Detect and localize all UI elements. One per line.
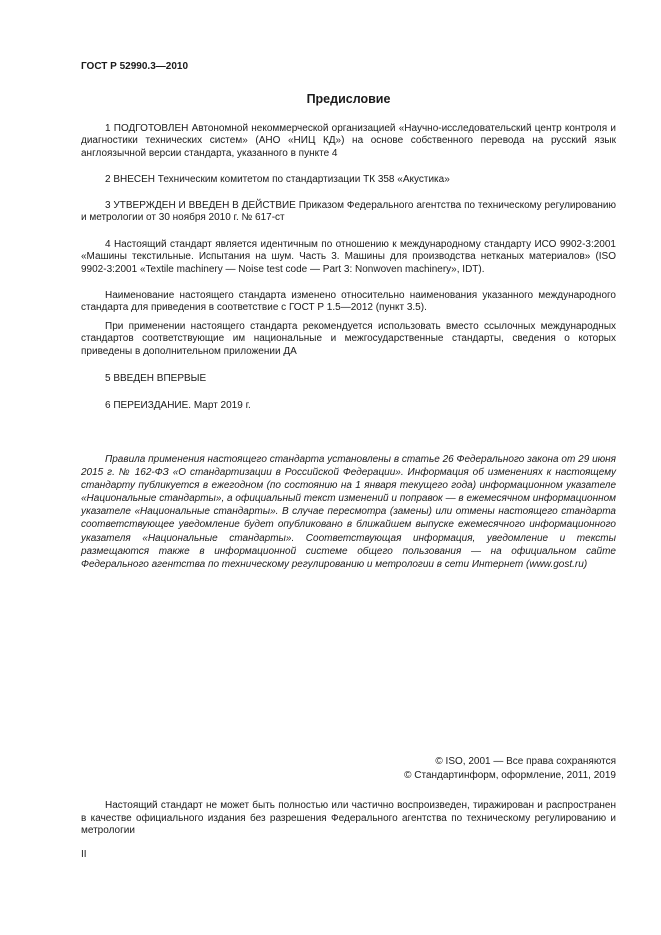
paragraph-first-introduced: 5 ВВЕДЕН ВПЕРВЫЕ [105, 373, 207, 384]
document-code: ГОСТ Р 52990.3—2010 [81, 61, 189, 72]
paragraph-prepared: 1 ПОДГОТОВЛЕН Автономной некоммерческой организацией «Научно-исследовательский центр контроля и диагностики технических систем» (АНО «НИЦ КД») на основе собственного перевода на русский язык англоязычной версии стандарта, указанного в пункте 4 [81, 123, 616, 159]
paragraph-approved: 3 УТВЕРЖДЕН И ВВЕДЕН В ДЕЙСТВИЕ Приказом Федерального агентства по техническому регулированию и метрологии от 30 ноября 2010 г. № 617-ст [81, 200, 616, 224]
paragraph-introduced: 2 ВНЕСЕН Техническим комитетом по стандартизации ТК 358 «Акустика» [105, 174, 450, 185]
paragraph-name-change: Наименование настоящего стандарта изменено относительно наименования указанного международного стандарта для приведения в соответствие с ГОСТ Р 1.5—2012 (пункт 3.5). [81, 290, 616, 314]
copyright-standartinform: © Стандартинформ, оформление, 2011, 2019 [404, 770, 616, 781]
reproduction-notice: Настоящий стандарт не может быть полностью или частично воспроизведен, тиражирован и распространен в качестве официального издания без разрешения Федерального агентства по техническому регулированию и метрологии [81, 800, 616, 837]
paragraph-identity: 4 Настоящий стандарт является идентичным по отношению к международному стандарту ИСО 9902-3:2001 «Машины текстильные. Испытания на шум. Часть 3. Машины для производства нетканых материалов» (ISO 9902-3:2001 «Textile machinery — Noise test code — Part 3: Nonwoven machinery», IDT). [81, 239, 616, 275]
page-number: II [81, 849, 87, 860]
copyright-block [404, 755, 616, 783]
paragraph-references: При применении настоящего стандарта рекомендуется использовать вместо ссылочных международных стандартов соответствующие им национальные и межгосударственные стандарты, сведения о которых приведены в дополнительном приложении ДА [81, 321, 616, 357]
section-title: Предисловие [306, 92, 391, 106]
copyright-iso: © ISO, 2001 — Все права сохраняются [435, 756, 616, 767]
paragraph-reissue: 6 ПЕРЕИЗДАНИЕ. Март 2019 г. [105, 400, 251, 411]
application-rules-note: Правила применения настоящего стандарта установлены в статье 26 Федерального закона от 29 июня 2015 г. № 162-ФЗ «О стандартизации в Российской Федерации». Информация об изменениях к настоящему стандарту публикуется в ежегодном (по состоянию на 1 января текущего года) информационном указателе «Национальные стандарты», а официальный текст изменений и поправок — в ежемесячном информационном указателе «Национальные стандарты». В случае пересмотра (замены) или отмены настоящего стандарта соответствующее уведомление будет опубликовано в ближайшем выпуске ежемесячного информационного указателя «Национальные стандарты». Соответствующая информация, уведомление и тексты размещаются также в информационной системе общего пользования — на официальном сайте Федерального агентства по техническому регулированию и метрологии в сети Интернет (www.gost.ru) [81, 454, 616, 570]
